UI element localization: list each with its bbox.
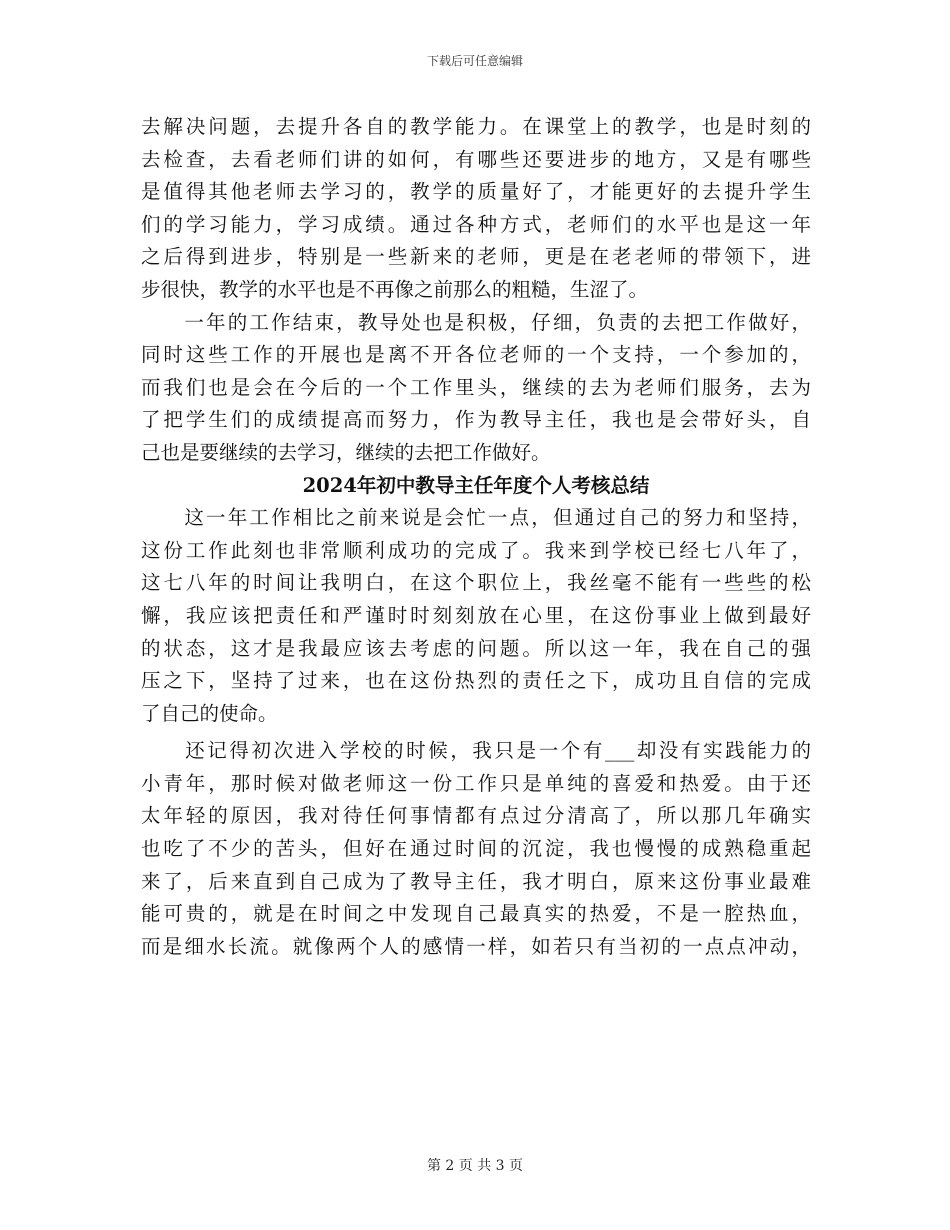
- text-line: 一年的工作结束，教导处也是积极，仔细，负责的去把工作做好，: [141, 310, 811, 334]
- text-line: 己也是要继续的去学习，继续的去把工作做好。: [141, 440, 551, 464]
- text-line: 们的学习能力，学习成绩。通过各种方式，老师们的水平也是这一年: [141, 212, 811, 236]
- text-line: 还记得初次进入学校的时候，我只是一个有___却没有实践能力的: [141, 739, 811, 763]
- paragraph-3: [141, 502, 811, 730]
- text-line: 来了，后来直到自己成为了教导主任，我才明白，原来这份事业最难: [141, 869, 811, 893]
- text-line: 这份工作此刻也非常顺利成功的完成了。我来到学校已经七八年了，: [141, 538, 811, 562]
- document-body: [141, 111, 811, 963]
- text-line: 去检查，去看老师们讲的如何，有哪些还要进步的地方，又是有哪些: [141, 147, 811, 171]
- section-title: 2024年初中教导主任年度个人考核总结: [302, 473, 650, 497]
- text-line: 而我们也是会在今后的一个工作里头，继续的去为老师们服务，去为: [141, 375, 811, 399]
- text-line: 能可贵的，就是在时间之中发现自己最真实的热爱，不是一腔热血，: [141, 902, 811, 926]
- text-line: 压之下，坚持了过来，也在这份热烈的责任之下，成功且自信的完成: [141, 669, 811, 693]
- text-line: 之后得到进步，特别是一些新来的老师，更是在老老师的带领下，进: [141, 245, 811, 269]
- text-line: 是值得其他老师去学习的，教学的质量好了，才能更好的去提升学生: [141, 180, 811, 204]
- text-line: 也吃了不少的苦头，但好在通过时间的沉淀，我也慢慢的成熟稳重起: [141, 837, 811, 861]
- text-line: 同时这些工作的开展也是离不开各位老师的一个支持，一个参加的，: [141, 343, 811, 367]
- paragraph-4: [141, 735, 811, 963]
- text-line: 这一年工作相比之前来说是会忙一点，但通过自己的努力和坚持，: [141, 506, 811, 530]
- text-line: 步很快，教学的水平也是不再像之前那么的粗糙，生涩了。: [141, 277, 649, 301]
- page-header: 下载后可任意编辑: [426, 54, 523, 68]
- paragraph-2: [141, 307, 811, 470]
- text-line: 了把学生们的成绩提高而努力，作为教导主任，我也是会带好头，自: [141, 408, 811, 432]
- page-footer: 第 2 页 共 3 页: [426, 1158, 524, 1174]
- text-line: 去解决问题，去提升各自的教学能力。在课堂上的教学，也是时刻的: [141, 115, 811, 138]
- text-line: 懈，我应该把责任和严谨时时刻刻放在心里，在这份事业上做到最好: [141, 603, 811, 627]
- text-line: 的状态，这才是我最应该去考虑的问题。所以这一年，我在自己的强: [141, 636, 811, 660]
- text-line: 小青年，那时候对做老师这一份工作只是单纯的喜爱和热爱。由于还: [141, 771, 811, 795]
- text-line: 太年轻的原因，我对待任何事情都有点过分清高了，所以那几年确实: [141, 804, 811, 828]
- text-line: 这七八年的时间让我明白，在这个职位上，我丝毫不能有一些些的松: [141, 571, 811, 595]
- paragraph-1: [141, 111, 811, 307]
- text-line: 而是细水长流。就像两个人的感情一样，如若只有当初的一点点冲动，: [141, 934, 811, 958]
- text-line: 了自己的使命。: [141, 701, 278, 725]
